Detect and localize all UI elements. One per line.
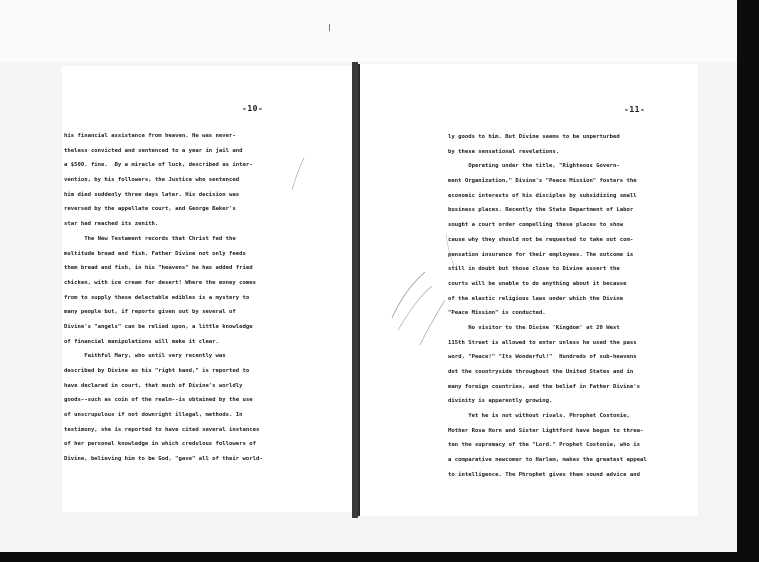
text-line: economic interests of his disciples by subsidizing small xyxy=(448,192,637,199)
page-number-left: -10- xyxy=(242,104,264,113)
text-line: him died suddenly three days later. His decision was xyxy=(64,191,240,198)
text-line: described by Divine as his "right hand," is reported to xyxy=(64,368,250,374)
text-line: pensation insurance for their employees. The outcome is xyxy=(448,251,634,258)
text-line: courts will be unable to do anything about it because xyxy=(448,280,627,287)
text-line: Divine, believing him to be God, "gave" all of their world- xyxy=(64,456,263,463)
text-line: Yet he is not without rivals. Phrophet Costonie, xyxy=(448,413,630,420)
text-line: many people but, if reports given out by several of xyxy=(64,309,236,316)
text-line: cause why they should not be requested to take out com- xyxy=(448,236,634,243)
text-line: a comparative newcomer to Harlem, makes the greatest appeal xyxy=(448,457,647,464)
text-line: chicken, with ice cream for desert! Where the money comes xyxy=(64,279,256,286)
text-line: "Peace Mission" is conducted. xyxy=(448,310,546,317)
text-line: ment Organization," Divine's "Peace Mission" fosters the xyxy=(448,178,637,185)
text-line: testimony, she is reported to have cited several instances xyxy=(64,426,260,433)
text-line: to intelligence. The Phrophet gives them sound advice and xyxy=(448,471,640,478)
text-line: word, "Peace!" "Its Wonderful!" Hundreds of sub-heavens xyxy=(448,354,637,361)
scan-border-bottom xyxy=(0,552,759,562)
pencil-stroke xyxy=(392,272,425,318)
text-line: from to supply these delectable edibles is a mystery to xyxy=(64,294,250,301)
text-line: have declared in court, that much of Divine's worldly xyxy=(64,382,243,389)
text-line: business places. Recently the State Department of Labor xyxy=(448,207,634,214)
text-line: The New Testament records that Christ fed the xyxy=(64,235,236,242)
pencil-stroke xyxy=(446,234,456,270)
pencil-stroke xyxy=(292,158,304,190)
text-line: No visitor to the Divine 'Kingdom' at 20 West xyxy=(448,324,620,331)
text-line: reversed by the appellate court, and George Baker's xyxy=(64,206,236,213)
text-line: of unscrupulous if not downright illegal, methods. In xyxy=(64,412,243,419)
text-line: of financial manipulations will make it clear. xyxy=(64,338,219,345)
text-line: Divine's "angels" can be relied upon, a little knowledge xyxy=(64,323,253,330)
text-line: still in doubt but those close to Divine assert the xyxy=(448,266,620,273)
text-line: them bread and fish, in his "heavens" he has added fried xyxy=(64,265,253,272)
text-line: goods--such as coin of the realm--is obtained by the use xyxy=(64,397,253,404)
text-line: 115th Street is allowed to enter unless he used the pass xyxy=(448,339,637,346)
pencil-stroke xyxy=(398,286,432,330)
scan-border-right xyxy=(737,0,759,562)
page-number-right: -11- xyxy=(624,105,646,114)
text-line: of her personal knowledge in which credulous followers of xyxy=(64,441,256,448)
pencil-stroke xyxy=(420,300,445,345)
text-line: theless convicted and sentenced to a year in jail and xyxy=(64,147,243,154)
text-line: star had reached its zenith. xyxy=(64,221,159,228)
text-line: multitude bread and fish. Father Divine not only feeds xyxy=(64,250,246,257)
text-line: of the elastic religious laws under which the Divine xyxy=(448,295,624,302)
text-line: Operating under the title, "Righteous Govern- xyxy=(448,163,620,170)
text-line: sought a court order compelling these places to show xyxy=(448,222,624,229)
text-line: ly goods to him. But Divine seems to be unperturbed xyxy=(448,134,620,140)
text-line: Faithful Mary, who until very recently was xyxy=(64,353,226,360)
text-line: a $500. fine. By a miracle of luck, described as inter- xyxy=(64,162,253,169)
text-line: many foreign countries, and the belief in Father Divine's xyxy=(448,383,640,390)
text-line: ten the supremacy of the "Lord." Prophet Costonie, who is xyxy=(448,442,640,449)
text-line: dot the countryside throughout the United States and in xyxy=(448,369,634,375)
text-line: vention, by his followers, the Justice who sentenced xyxy=(64,177,240,184)
text-line: Mother Rosa Horn and Sister Lightford have begun to threa- xyxy=(448,427,644,434)
text-line: divinity is apparently growing. xyxy=(448,398,553,405)
text-line: his financial assistance from heaven. He was never- xyxy=(64,133,236,139)
text-line: by these sensational revelations. xyxy=(448,148,560,155)
